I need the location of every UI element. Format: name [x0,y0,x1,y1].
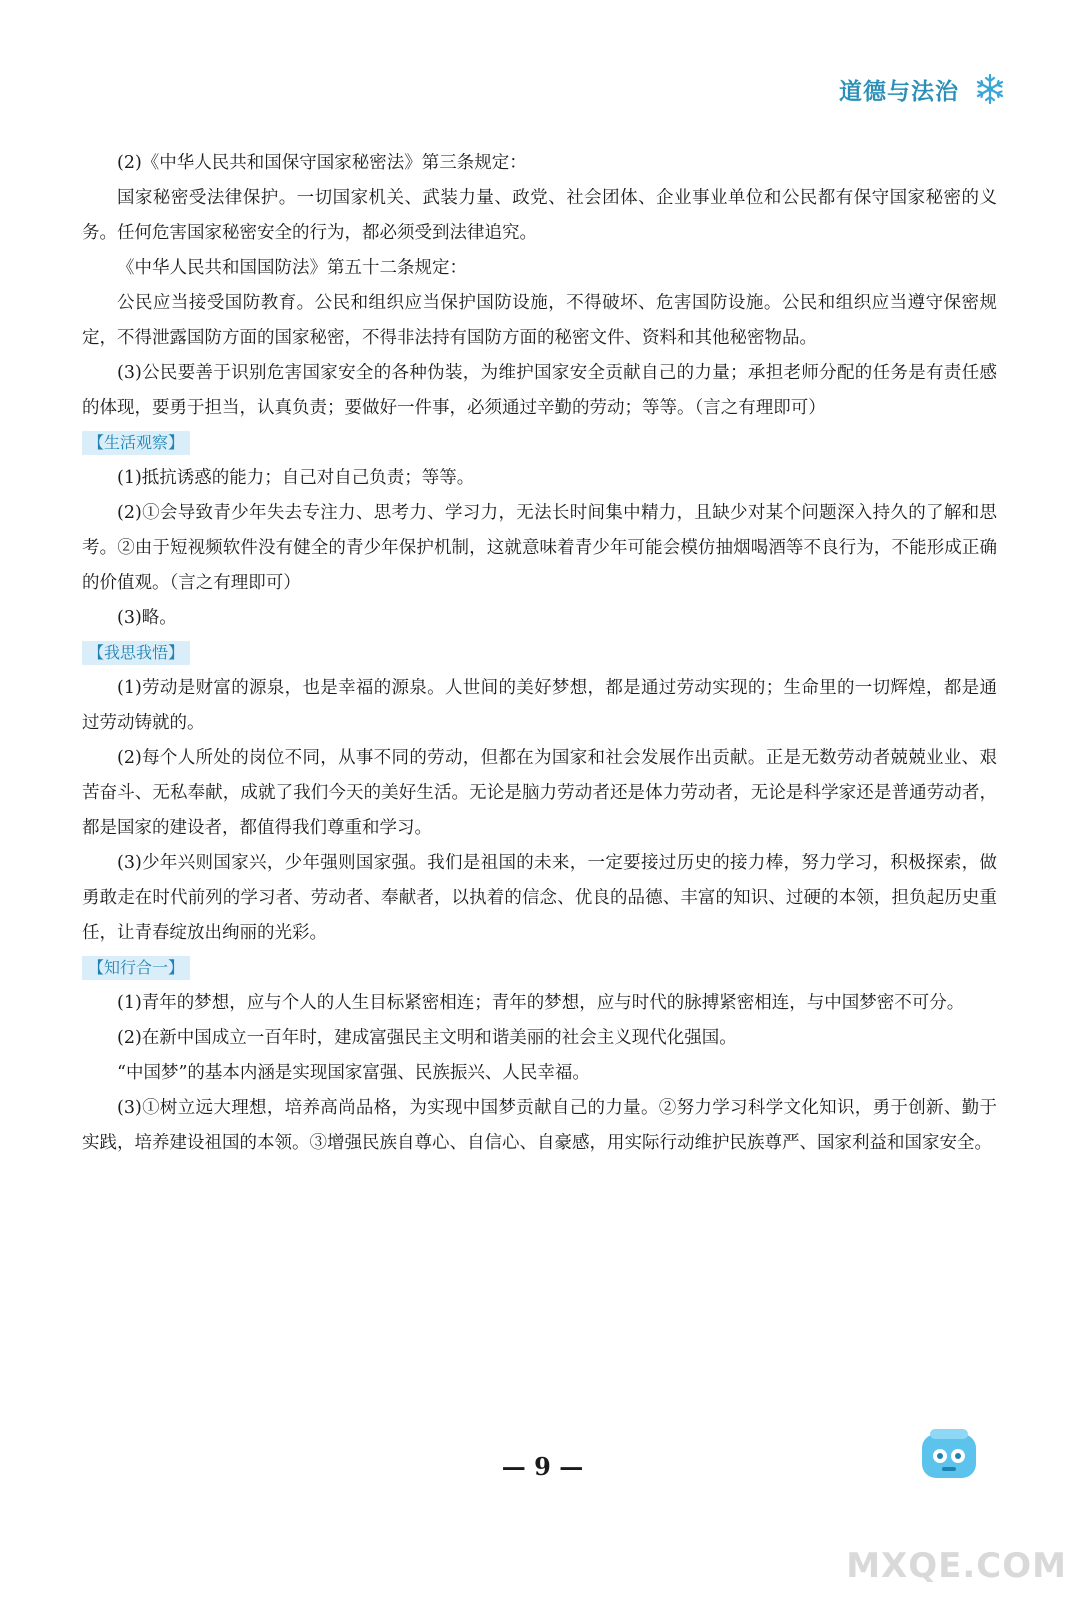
paragraph: (2)①会导致青少年失去专注力、思考力、学习力，无法长时间集中精力，且缺少对某个问题深入持久的了解和思考。②由于短视频软件没有健全的青少年保护机制，这就意味着青少年可能会模仿抽烟喝酒等不良行为，不能形成正确的价值观。（言之有理即可） [82,503,997,593]
section-life-observation [82,426,997,636]
page-number: — 9 — [501,1452,584,1481]
page-header [839,72,1007,106]
watermark: MXQE.COM [846,1546,1067,1586]
paragraph: 《中华人民共和国国防法》第五十二条规定： [117,258,467,278]
section-reflection [82,636,997,951]
subject-title: 道德与法治 [839,78,959,105]
paragraph: (1)抵抗诱惑的能力；自己对自己负责；等等。 [117,468,475,488]
paragraph: (3)少年兴则国家兴，少年强则国家强。我们是祖国的未来，一定要接过历史的接力棒，努力学习，积极探索，做勇敢走在时代前列的学习者、劳动者、奉献者，以执着的信念、优良的品德、丰富的知识、过硬的本领，担负起历史重任，让青春绽放出绚丽的光彩。 [82,853,997,943]
paragraph: (2)在新中国成立一百年时，建成富强民主文明和谐美丽的社会主义现代化强国。 [117,1028,737,1048]
paragraph: (1)青年的梦想，应与个人的人生目标紧密相连；青年的梦想，应与时代的脉搏紧密相连，与中国梦密不可分。 [117,993,965,1013]
paragraph: (3)①树立远大理想，培养高尚品格，为实现中国梦贡献自己的力量。②努力学习科学文化知识，勇于创新、勤于实践，培养建设祖国的本领。③增强民族自尊心、自信心、自豪感，用实际行动维护民族尊严、国家利益和国家安全。 [82,1098,997,1153]
section-tag: 【我思我悟】 [82,641,190,665]
section-tag: 【生活观察】 [82,431,190,455]
mascot-badge-icon [916,1426,982,1484]
paragraph: (3)公民要善于识别危害国家安全的各种伪装，为维护国家安全贡献自己的力量；承担老师分配的任务是有责任感的体现，要勇于担当，认真负责；要做好一件事，必须通过辛勤的劳动；等等。（言之有理即可） [82,363,997,418]
paragraph: 公民应当接受国防教育。公民和组织应当保护国防设施，不得破坏、危害国防设施。公民和组织应当遵守保密规定，不得泄露国防方面的国家秘密，不得非法持有国防方面的秘密文件、资料和其他秘密物品。 [82,293,997,348]
answer-content [82,146,997,1161]
section-tag: 【知行合一】 [82,956,190,980]
paragraph: (1)劳动是财富的源泉，也是幸福的源泉。人世间的美好梦想，都是通过劳动实现的；生命里的一切辉煌，都是通过劳动铸就的。 [82,678,997,733]
paragraph: (3)略。 [117,608,177,628]
paragraph: (2)《中华人民共和国保守国家秘密法》第三条规定： [117,153,527,173]
paragraph: “中国梦”的基本内涵是实现国家富强、民族振兴、人民幸福。 [117,1063,590,1083]
snowflake-icon [973,72,1007,106]
paragraph: (2)每个人所处的岗位不同，从事不同的劳动，但都在为国家和社会发展作出贡献。正是无数劳动者兢兢业业、艰苦奋斗、无私奉献，成就了我们今天的美好生活。无论是脑力劳动者还是体力劳动者，无论是科学家还是普通劳动者，都是国家的建设者，都值得我们尊重和学习。 [82,748,997,838]
section-knowledge-action [82,951,997,1161]
paragraph: 国家秘密受法律保护。一切国家机关、武装力量、政党、社会团体、企业事业单位和公民都有保守国家秘密的义务。任何危害国家秘密安全的行为，都必须受到法律追究。 [82,188,997,243]
